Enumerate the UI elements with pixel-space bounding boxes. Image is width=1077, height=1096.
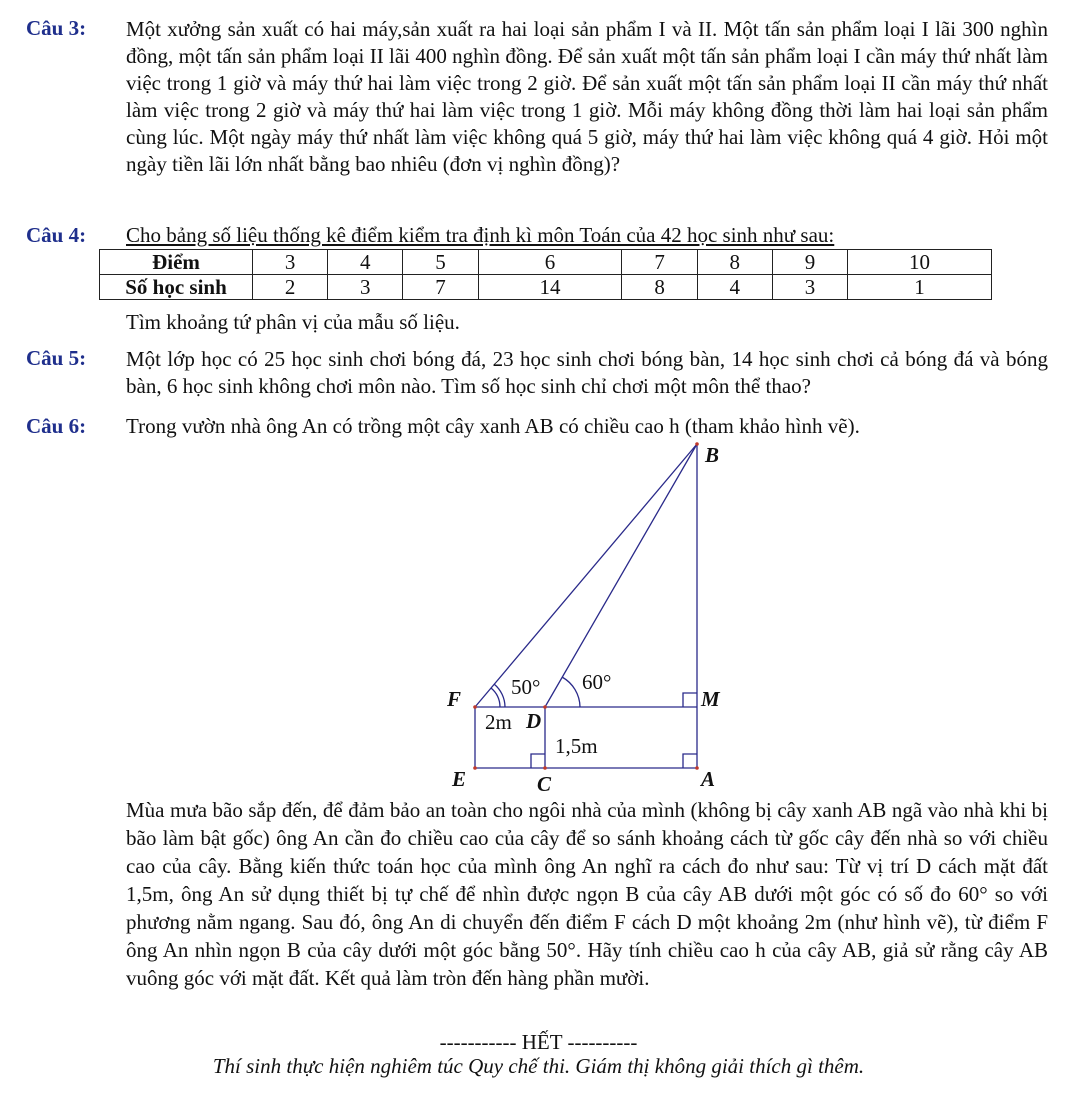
table-cell: 6 — [478, 250, 622, 275]
score-table — [99, 249, 992, 300]
question-3-text: Một xưởng sản xuất có hai máy,sản xuất ra hai loại sản phẩm I và II. Một tấn sản phẩm loại I lãi 300 nghìn đồng, một tấn sản phẩm loại II lãi 400 nghìn đồng. Để sản xuất một tấn sản phẩm loại I cần máy thứ nhất làm việc trong 1 giờ và máy thứ hai làm việc trong 2 giờ. Để sản xuất một tấn sản phẩm loại II cần máy thứ nhất làm việc trong 2 giờ và máy thứ hai làm việc trong 1 giờ. Mỗi máy không đồng thời làm hai loại sản phẩm cùng lúc. Một ngày máy thứ nhất làm việc không quá 5 giờ, máy thứ hai làm việc không quá 4 giờ. Hỏi một ngày tiền lãi lớn nhất bằng bao nhiêu (đơn vị nghìn đồng)? — [126, 17, 1048, 176]
table-row — [100, 275, 992, 300]
label-M: M — [701, 687, 720, 711]
table-cell: 14 — [478, 275, 622, 300]
length-label-DC: 1,5m — [555, 734, 598, 758]
line-FB — [475, 444, 697, 707]
label-C: C — [537, 772, 552, 796]
table-cell: 10 — [848, 250, 992, 275]
point-F — [473, 705, 477, 709]
question-6-body: Mùa mưa bão sắp đến, để đảm bảo an toàn cho ngôi nhà của mình (không bị cây xanh AB ngã vào nhà khi bị bão làm bật gốc) ông An cần đo chiều cao của cây để so sánh khoảng cách từ gốc cây đến nhà so với chiều cao của cây. Bằng kiến thức toán học của mình ông An nghĩ ra cách đo như sau: Từ vị trí D cách mặt đất 1,5m, ông An sử dụng thiết bị tự chế để nhìn được ngọn B của cây AB dưới một góc có số đo 60° so với phương nằm ngang. Sau đó, ông An di chuyển đến điểm F cách D một khoảng 2m (như hình vẽ), từ điểm F ông An nhìn ngọn B của cây dưới một góc bằng 50°. Hãy tính chiều cao h của cây AB, giả sử rằng cây AB vuông góc với mặt đất. Kết quả làm tròn đến hàng phần mười. — [126, 798, 1048, 990]
point-E — [473, 766, 477, 770]
question-3-label: Câu 3: — [26, 16, 87, 40]
question-4-question: Tìm khoảng tứ phân vị của mẫu số liệu. — [126, 310, 460, 334]
question-6-intro: Trong vườn nhà ông An có trồng một cây xanh AB có chiều cao h (tham khảo hình vẽ). — [126, 414, 860, 438]
point-B — [695, 442, 699, 446]
line-DB — [545, 444, 697, 707]
angle-arc-D — [562, 677, 580, 707]
point-D — [543, 705, 547, 709]
point-C — [543, 766, 547, 770]
right-angle-C — [531, 754, 545, 768]
label-D: D — [526, 709, 542, 733]
right-angle-M — [683, 693, 697, 707]
label-B: B — [705, 443, 720, 467]
table-header-students: Số học sinh — [100, 275, 253, 300]
table-cell: 7 — [403, 275, 478, 300]
angle-label-D: 60° — [582, 670, 612, 694]
table-cell: 3 — [772, 275, 847, 300]
question-4-intro: Cho bảng số liệu thống kê điểm kiểm tra định kì môn Toán của 42 học sinh như sau: — [126, 223, 835, 247]
table-cell: 1 — [848, 275, 992, 300]
question-5-text: Một lớp học có 25 học sinh chơi bóng đá, 23 học sinh chơi bóng bàn, 14 học sinh chơi cả bóng đá và bóng bàn, 6 học sinh không chơi môn nào. Tìm số học sinh chỉ chơi một môn thể thao? — [126, 347, 1048, 398]
table-cell: 3 — [253, 250, 328, 275]
table-cell: 4 — [697, 275, 772, 300]
end-marker: ----------- HẾT ---------- — [439, 1030, 638, 1054]
table-cell: 8 — [697, 250, 772, 275]
question-4-label: Câu 4: — [26, 223, 87, 247]
label-A: A — [701, 767, 716, 791]
table-cell: 9 — [772, 250, 847, 275]
table-cell: 4 — [328, 250, 403, 275]
tree-height-diagram — [0, 436, 1077, 796]
table-cell: 7 — [622, 250, 697, 275]
table-cell: 5 — [403, 250, 478, 275]
length-label-FD: 2m — [485, 710, 512, 734]
table-row — [100, 250, 992, 275]
exam-note: Thí sinh thực hiện nghiêm túc Quy chế thi. Giám thị không giải thích gì thêm. — [212, 1054, 865, 1078]
label-F: F — [447, 687, 462, 711]
table-cell: 8 — [622, 275, 697, 300]
angle-label-F: 50° — [511, 675, 541, 699]
right-angle-A — [683, 754, 697, 768]
question-6-label: Câu 6: — [26, 414, 87, 438]
table-header-score: Điểm — [100, 250, 253, 275]
question-5-label: Câu 5: — [26, 346, 87, 370]
table-cell: 2 — [253, 275, 328, 300]
point-A — [695, 766, 699, 770]
table-cell: 3 — [328, 275, 403, 300]
angle-arc-F-inner — [491, 688, 500, 707]
label-E: E — [452, 767, 467, 791]
